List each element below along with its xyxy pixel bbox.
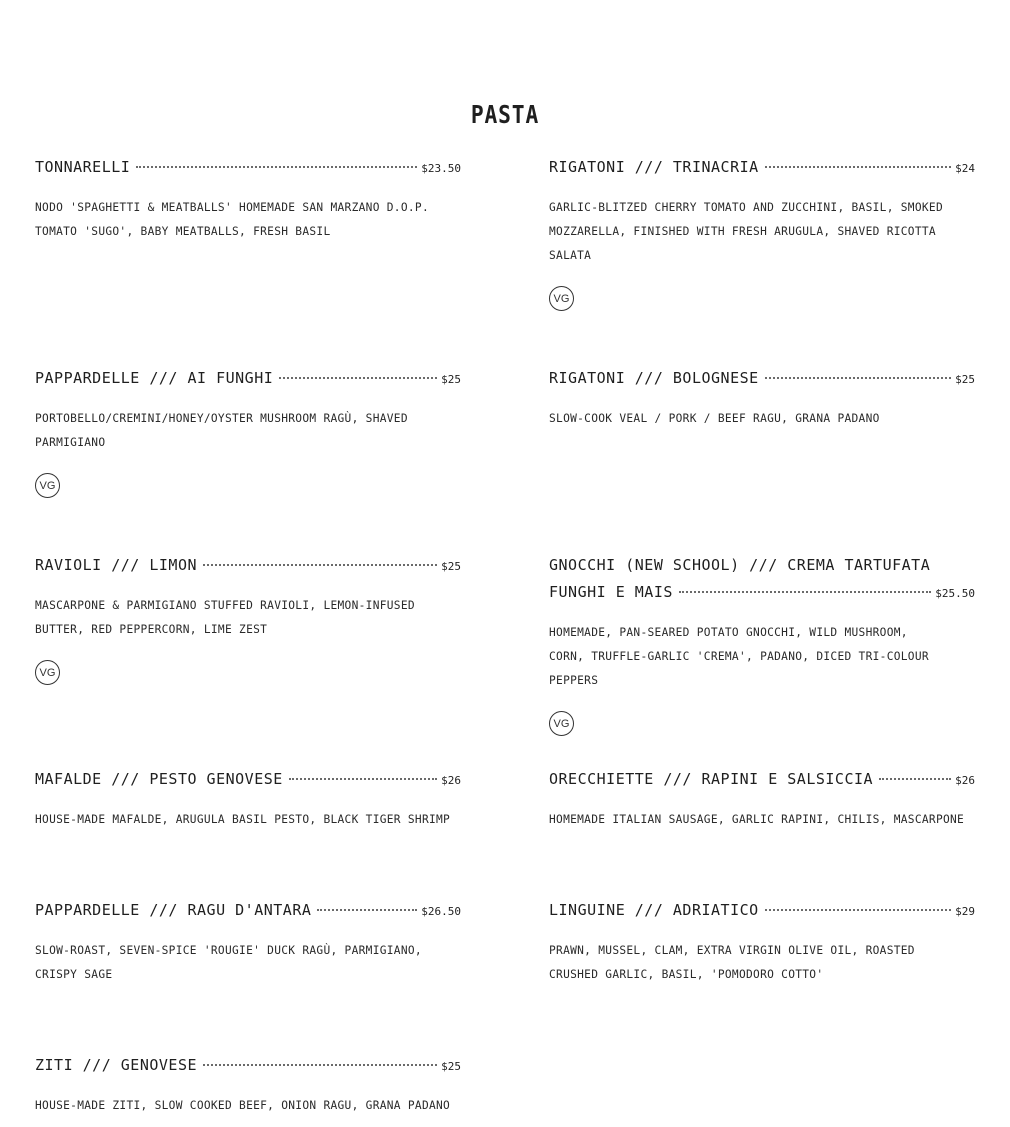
- item-name: RIGATONI /// TRINACRIA: [549, 158, 759, 176]
- item-price: $24: [955, 162, 975, 175]
- item-price: $25: [955, 373, 975, 386]
- item-description: NODO 'SPAGHETTI & MEATBALLS' HOMEMADE SAN MARZANO D.O.P. TOMATO 'SUGO', BABY MEATBALLS, FRESH BASIL: [35, 201, 429, 238]
- item-description: SLOW-COOK VEAL / PORK / BEEF RAGU, GRANA PADANO: [549, 412, 880, 425]
- item-price: $26: [955, 774, 975, 787]
- item-name: ORECCHIETTE /// RAPINI E SALSICCIA: [549, 770, 874, 788]
- item-name: RIGATONI /// BOLOGNESE: [549, 369, 759, 387]
- menu-item-linguine-adriatico: [549, 901, 975, 987]
- item-description: PRAWN, MUSSEL, CLAM, EXTRA VIRGIN OLIVE OIL, ROASTED CRUSHED GARLIC, BASIL, 'POMODORO COTTO': [549, 944, 915, 981]
- item-description: HOMEMADE ITALIAN SAUSAGE, GARLIC RAPINI, CHILIS, MASCARPONE: [549, 813, 965, 826]
- item-name: PAPPARDELLE /// RAGU D'ANTARA: [35, 901, 312, 919]
- page-title: PASTA: [470, 100, 540, 129]
- vegetarian-badge-icon: VG: [35, 660, 60, 685]
- menu-item-gnocchi-crema-tartufata: [549, 556, 975, 736]
- vegetarian-badge-icon: VG: [549, 711, 574, 736]
- item-price: $23.50: [421, 162, 461, 175]
- item-name: TONNARELLI: [35, 158, 131, 176]
- item-name: ZITI /// GENOVESE: [35, 1056, 198, 1074]
- menu-item-tonnarelli: [35, 158, 461, 244]
- vegetarian-badge-icon: VG: [35, 473, 60, 498]
- menu-item-mafalde-pesto-genovese: [35, 770, 461, 832]
- menu-item-orecchiette-rapini: [549, 770, 975, 832]
- menu-item-pappardelle-ragu-dantara: [35, 901, 461, 987]
- item-price: $29: [955, 905, 975, 918]
- dot-leader: [203, 563, 437, 566]
- item-price: $26.50: [421, 905, 461, 918]
- dot-leader: [765, 165, 951, 168]
- item-price: $25.50: [935, 587, 975, 600]
- vegetarian-badge-icon: VG: [549, 286, 574, 311]
- item-price: $25: [441, 373, 461, 386]
- item-description: PORTOBELLO/CREMINI/HONEY/OYSTER MUSHROOM RAGÙ, SHAVED PARMIGIANO: [35, 412, 408, 449]
- item-name: LINGUINE /// ADRIATICO: [549, 901, 759, 919]
- dot-leader: [765, 376, 951, 379]
- item-description: MASCARPONE & PARMIGIANO STUFFED RAVIOLI, LEMON-INFUSED BUTTER, RED PEPPERCORN, LIME ZEST: [35, 599, 415, 636]
- item-name-line-1: GNOCCHI (NEW SCHOOL) /// CREMA TARTUFATA: [549, 556, 931, 574]
- dot-leader: [317, 908, 417, 911]
- menu-item-pappardelle-ai-funghi: [35, 369, 461, 498]
- item-price: $26: [441, 774, 461, 787]
- item-price: $25: [441, 560, 461, 573]
- dot-leader: [279, 376, 437, 379]
- dot-leader: [203, 1063, 437, 1066]
- menu-item-ziti-genovese: [35, 1056, 461, 1118]
- item-description: SLOW-ROAST, SEVEN-SPICE 'ROUGIE' DUCK RAGÙ, PARMIGIANO, CRISPY SAGE: [35, 944, 422, 981]
- item-name: RAVIOLI /// LIMON: [35, 556, 198, 574]
- item-name: MAFALDE /// PESTO GENOVESE: [35, 770, 283, 788]
- dot-leader: [289, 777, 437, 780]
- item-description: HOMEMADE, PAN-SEARED POTATO GNOCCHI, WILD MUSHROOM, CORN, TRUFFLE-GARLIC 'CREMA', PADANO, DICED TRI-COLOUR PEPPERS: [549, 626, 929, 687]
- dot-leader: [879, 777, 951, 780]
- menu-item-ravioli-limon: [35, 556, 461, 685]
- item-description: HOUSE-MADE ZITI, SLOW COOKED BEEF, ONION RAGU, GRANA PADANO: [35, 1099, 451, 1112]
- dot-leader: [765, 908, 951, 911]
- dot-leader: [136, 165, 417, 168]
- item-description: HOUSE-MADE MAFALDE, ARUGULA BASIL PESTO, BLACK TIGER SHRIMP: [35, 813, 451, 826]
- menu-item-rigatoni-bolognese: [549, 369, 975, 431]
- item-price: $25: [441, 1060, 461, 1073]
- item-name-line-2: FUNGHI E MAIS: [549, 583, 673, 601]
- dot-leader: [679, 590, 931, 593]
- item-description: GARLIC-BLITZED CHERRY TOMATO AND ZUCCHINI, BASIL, SMOKED MOZZARELLA, FINISHED WITH FRESH ARUGULA, SHAVED RICOTTA SALATA: [549, 201, 943, 262]
- item-name: PAPPARDELLE /// AI FUNGHI: [35, 369, 274, 387]
- menu-item-rigatoni-trinacria: [549, 158, 975, 311]
